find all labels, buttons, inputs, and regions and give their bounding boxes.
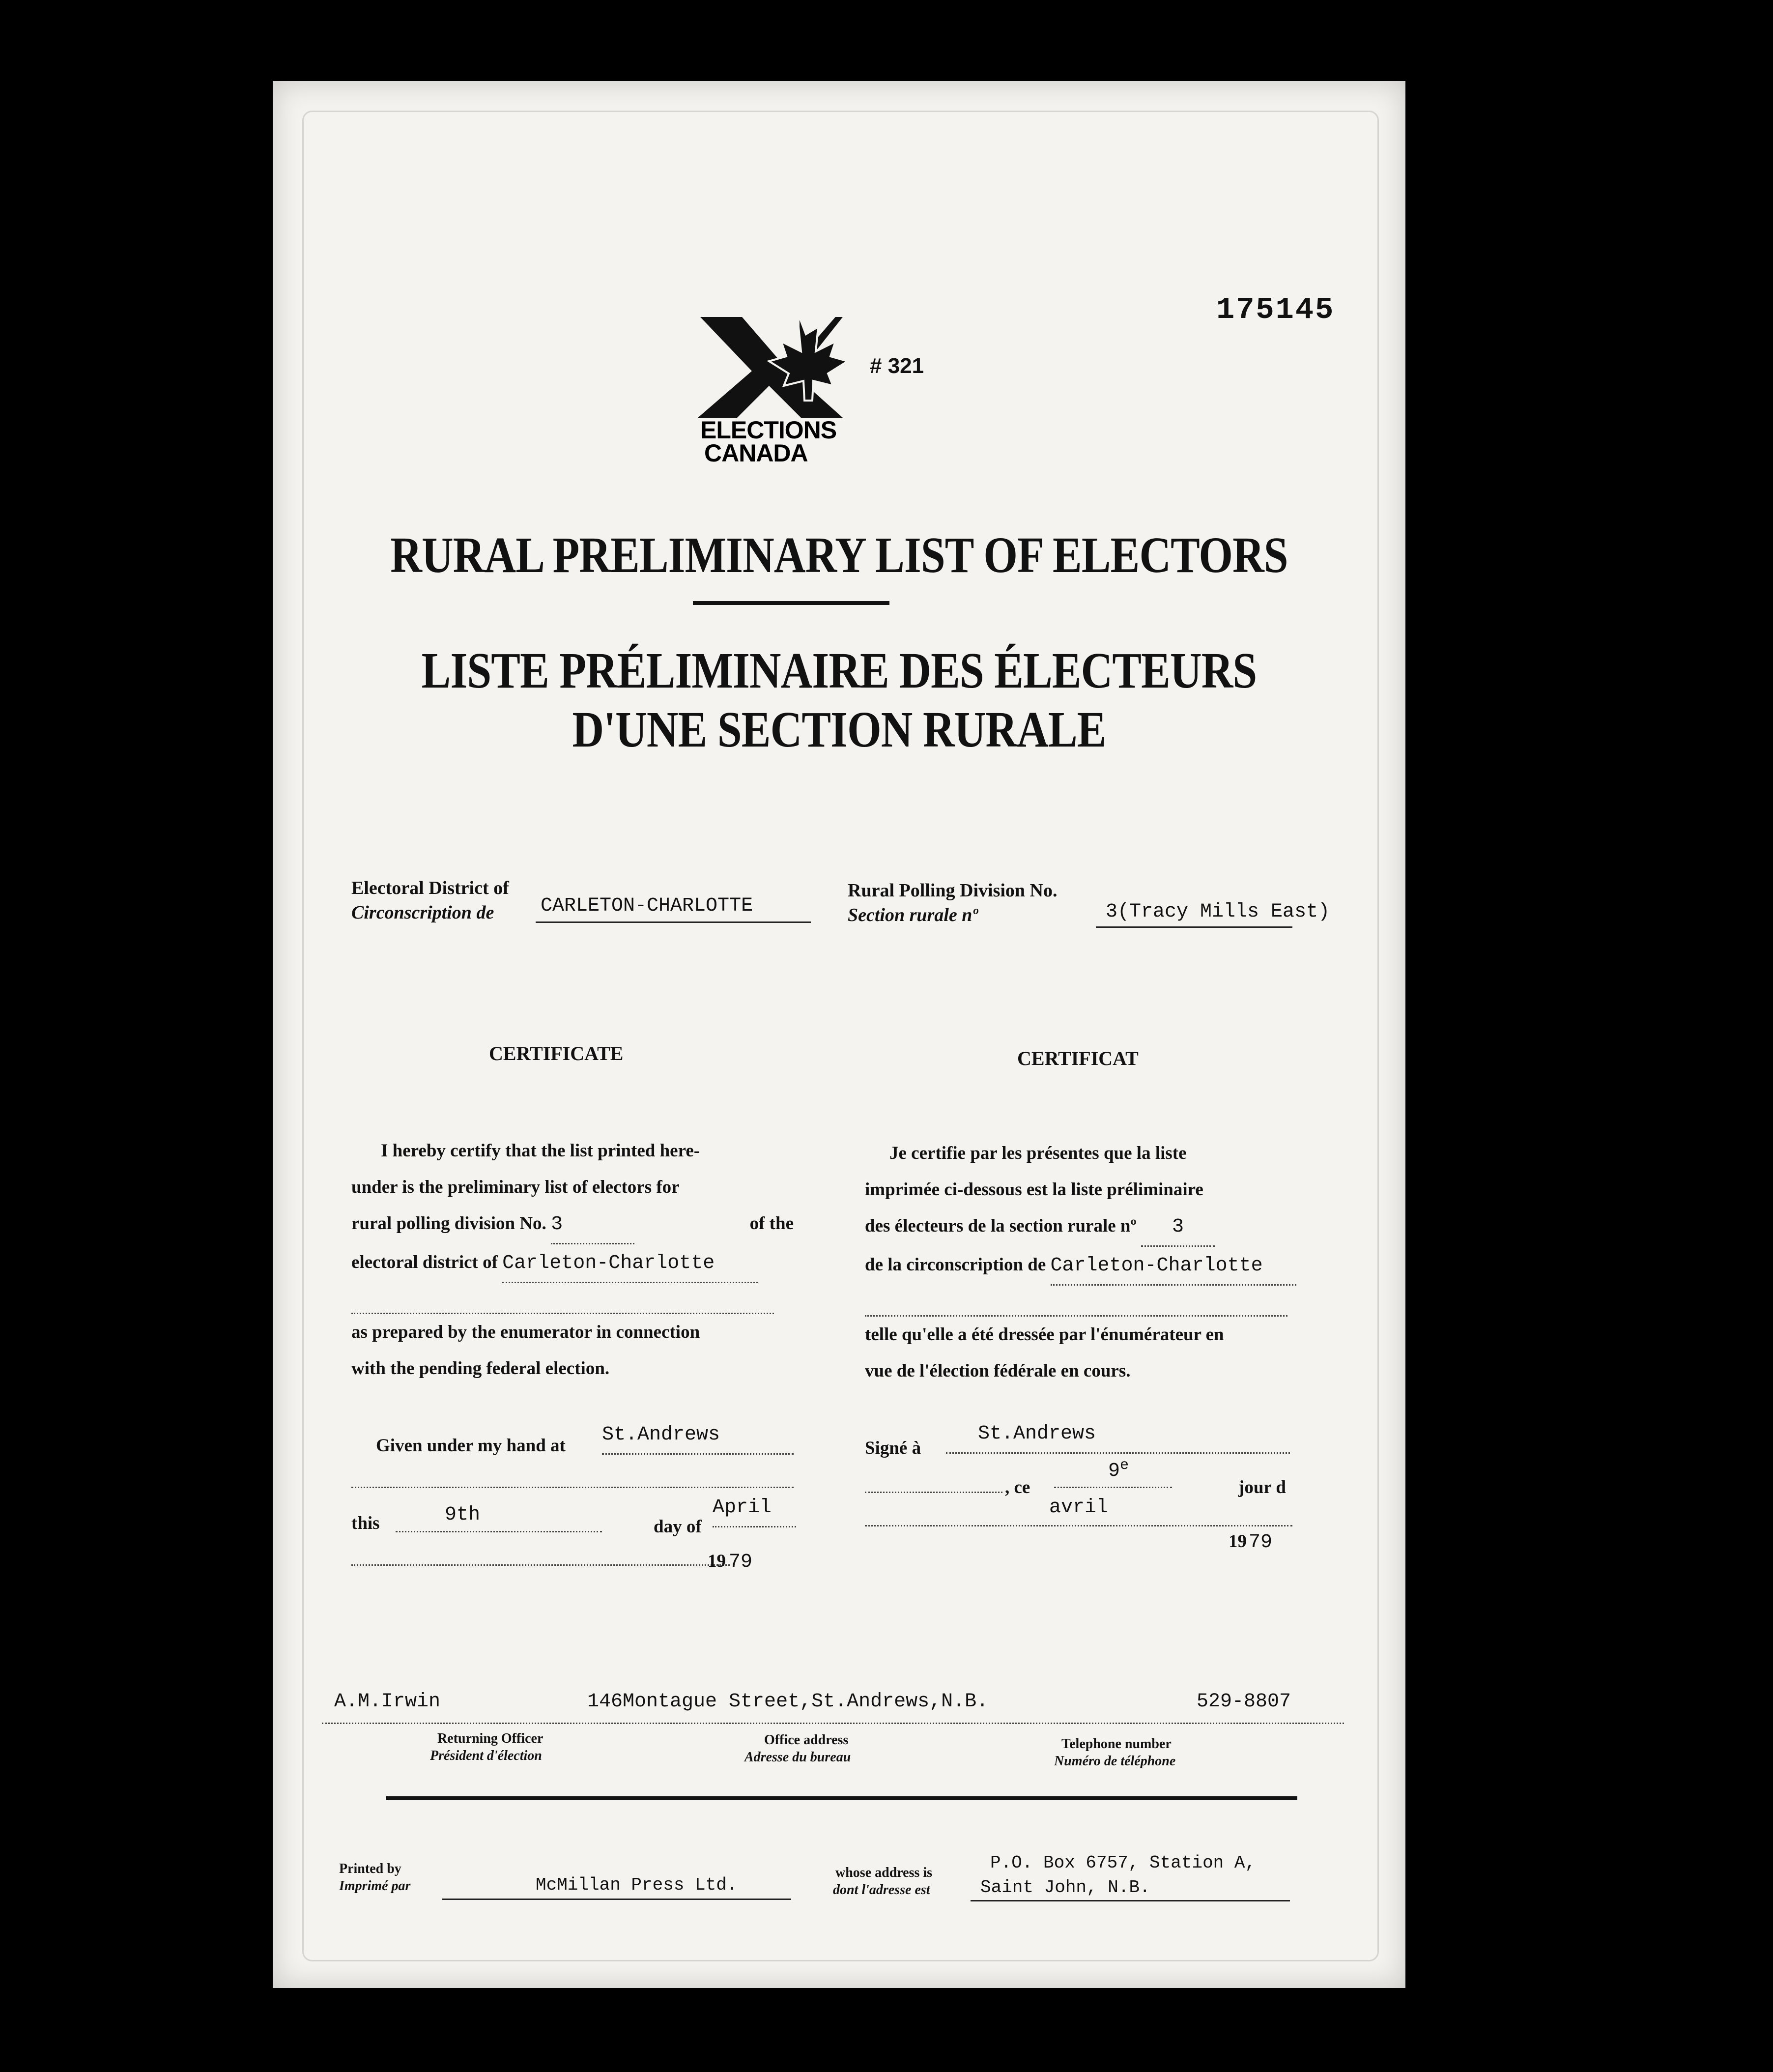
- day-field-fr: [1054, 1457, 1172, 1488]
- officer-name: A.M.Irwin: [334, 1691, 441, 1713]
- month-value-fr: avril: [1049, 1496, 1109, 1519]
- year-suffix-en: 79: [729, 1551, 753, 1573]
- office-address-label-en: Office address: [764, 1732, 849, 1748]
- year-en: [708, 1543, 752, 1581]
- elections-canada-logo: [695, 312, 882, 469]
- document-page: [273, 81, 1405, 1988]
- cert-en-line5: as prepared by the enumerator in connection: [351, 1322, 700, 1342]
- year-prefix-en: 19: [708, 1551, 726, 1571]
- whose-address-label-fr: dont l'adresse est: [833, 1882, 930, 1898]
- this-label: this: [351, 1513, 380, 1533]
- day-of-label: day of: [654, 1517, 702, 1537]
- polling-division-field: [1096, 898, 1330, 928]
- cert-fr-division-value: 3: [1141, 1209, 1215, 1247]
- cert-fr-line3: [865, 1208, 1307, 1247]
- officer-line: [322, 1723, 1344, 1726]
- signe-place-value: St.Andrews: [978, 1423, 1096, 1445]
- given-place-field: [602, 1424, 794, 1455]
- office-address-label-fr: Adresse du bureau: [744, 1750, 851, 1765]
- officer-label-fr: Président d'élection: [430, 1748, 542, 1763]
- cert-en-line1: I hereby certify that the list printed here-: [381, 1141, 700, 1161]
- year-prefix-fr: 19: [1229, 1531, 1247, 1552]
- form-number: # 321: [870, 354, 924, 378]
- page-title-french-line2: D'UNE SECTION RURALE: [572, 701, 1106, 758]
- cert-en-division-value: 3: [551, 1207, 634, 1244]
- given-place-value: St.Andrews: [602, 1424, 720, 1446]
- printer-address-line2: Saint John, N.B.: [980, 1877, 1150, 1898]
- serial-number: 175145: [1216, 292, 1335, 327]
- polling-division-value: 3(Tracy Mills East): [1106, 901, 1330, 923]
- cert-fr-line2: imprimée ci-dessous est la liste préliminaire: [865, 1180, 1203, 1200]
- cert-fr-line4: [865, 1247, 1307, 1286]
- page-title-english: RURAL PRELIMINARY LIST OF ELECTORS: [390, 527, 1288, 583]
- cert-en-line4-label: electoral district of: [351, 1252, 498, 1272]
- certificate-heading-en: CERTIFICATE: [489, 1042, 624, 1065]
- month-value-en: April: [713, 1496, 772, 1519]
- printer-name-field: [442, 1875, 791, 1900]
- cert-fr-district-value: Carleton-Charlotte: [1051, 1248, 1296, 1286]
- page-title-french-line1: LISTE PRÉLIMINAIRE DES ÉLECTEURS: [421, 642, 1257, 699]
- phone-label-en: Telephone number: [1061, 1736, 1172, 1752]
- year-suffix-fr: 79: [1249, 1531, 1273, 1554]
- cert-fr-line1: Je certifie par les présentes que la liste: [889, 1143, 1187, 1163]
- cert-en-line6: with the pending federal election.: [351, 1358, 610, 1379]
- signe-blank-line: [865, 1487, 1002, 1493]
- cert-en-district-value: Carleton-Charlotte: [502, 1245, 758, 1283]
- cert-fr-line3-label: des électeurs de la section rurale nº: [865, 1216, 1137, 1236]
- cert-fr-line4-label: de la circonscription de: [865, 1255, 1046, 1275]
- printer-address-field: [971, 1877, 1290, 1901]
- day-value-fr: 9: [1108, 1460, 1120, 1483]
- cert-en-line3-suffix: of the: [749, 1213, 794, 1234]
- printer-address-line1: P.O. Box 6757, Station A,: [990, 1853, 1256, 1873]
- printer-name-value: McMillan Press Ltd.: [536, 1875, 738, 1895]
- cert-en-line4: [351, 1244, 794, 1283]
- month-field-fr: [865, 1496, 1292, 1526]
- cert-fr-line5: telle qu'elle a été dressée par l'énumérateur en: [865, 1324, 1224, 1345]
- footer-divider: [386, 1796, 1297, 1800]
- officer-phone: 529-8807: [1197, 1691, 1291, 1713]
- ce-label: , ce: [1005, 1477, 1030, 1497]
- day-sup-fr: e: [1120, 1457, 1129, 1474]
- given-blank-line: [351, 1482, 794, 1488]
- district-field: [536, 891, 811, 923]
- certificate-text-fr: [865, 1135, 1307, 1389]
- district-label-fr: Circonscription de: [351, 902, 494, 923]
- cert-fr-line6: vue de l'élection fédérale en cours.: [865, 1361, 1131, 1381]
- signe-label: Signé à: [865, 1438, 921, 1458]
- jour-label: jour d: [1238, 1477, 1286, 1497]
- district-value: CARLETON-CHARLOTTE: [541, 895, 753, 917]
- day-field-en: [396, 1504, 602, 1532]
- cert-en-line3: [351, 1206, 794, 1244]
- printed-by-label-fr: Imprimé par: [339, 1878, 411, 1894]
- phone-label-fr: Numéro de téléphone: [1054, 1754, 1176, 1769]
- cert-fr-blank-line: [865, 1286, 1287, 1317]
- certificate-text-en: [351, 1133, 794, 1387]
- certificate-heading-fr: CERTIFICAT: [1017, 1047, 1139, 1069]
- polling-division-label-en: Rural Polling Division No.: [848, 880, 1058, 901]
- polling-division-label-fr: Section rurale nº: [848, 905, 978, 925]
- cert-en-line3-label: rural polling division No.: [351, 1213, 546, 1234]
- title-divider: [693, 601, 889, 605]
- day-value-en: 9th: [445, 1504, 481, 1526]
- printed-by-label-en: Printed by: [339, 1861, 401, 1876]
- whose-address-label-en: whose address is: [835, 1865, 933, 1880]
- logo-text-canada: CANADA: [704, 439, 808, 467]
- district-label-en: Electoral District of: [351, 878, 509, 898]
- elections-canada-maple-leaf-x-icon: [695, 312, 882, 420]
- officer-label-en: Returning Officer: [437, 1731, 543, 1746]
- month-field-en: [713, 1496, 796, 1527]
- officer-address: 146Montague Street,St.Andrews,N.B.: [587, 1691, 989, 1713]
- year-fr: [1229, 1524, 1272, 1561]
- given-label: Given under my hand at: [376, 1436, 566, 1456]
- cert-en-blank-line: [351, 1283, 774, 1314]
- cert-en-line2: under is the preliminary list of electors for: [351, 1177, 680, 1197]
- logo-text-elections: ELECTIONS: [700, 416, 837, 444]
- year-blank-line-en: [351, 1559, 730, 1566]
- signe-place-field: [946, 1423, 1290, 1454]
